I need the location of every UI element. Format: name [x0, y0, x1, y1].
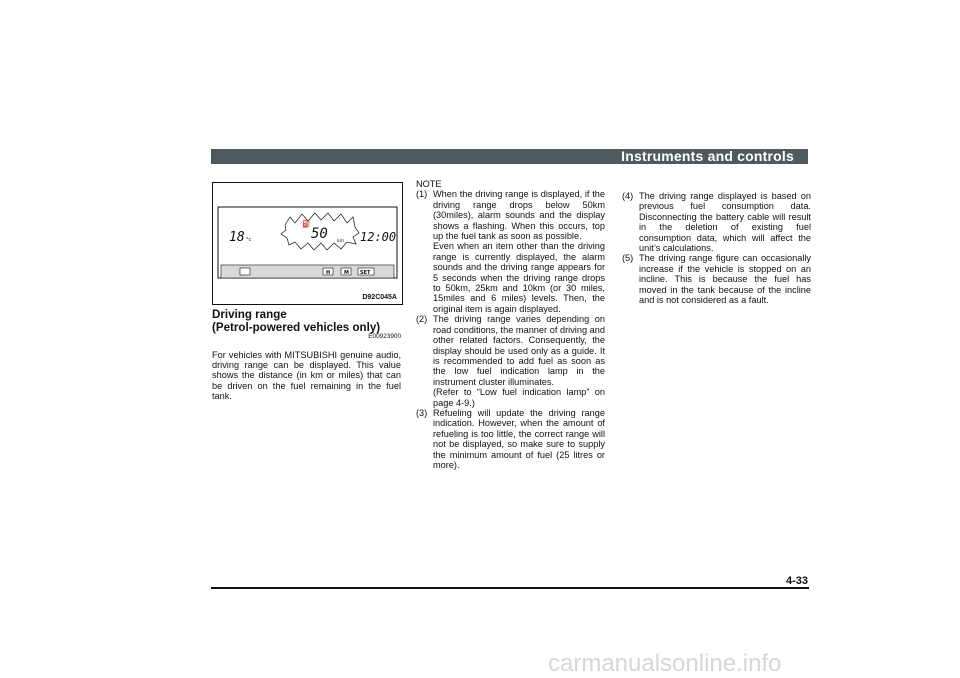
- note-number: (3): [416, 407, 428, 418]
- note-text: When the driving range is displayed, if the driving range drops below 50km (30miles), alarm sounds and the display shows a flashing. When this occurs, top up the fuel tank as soon as possible.: [433, 189, 605, 242]
- note-text: Refueling will update the driving range indication. However, when the amount of refueling is too little, the correct range will not be displayed, so make sure to supply the minimum amount of fuel (25 litres or more).: [433, 407, 605, 470]
- note-number: (4): [622, 191, 634, 201]
- clock-value: 12:00: [360, 230, 397, 244]
- column-right: [622, 191, 811, 305]
- range-value: 50: [311, 226, 328, 242]
- note-item: [416, 189, 605, 314]
- temp-value: 18: [229, 230, 245, 245]
- note-text-continued: Even when an item other than the driving range is currently displayed, the alarm sounds and the driving range appears for 5 seconds when the driving range drops to 50km, 25km and 10km (or 30 miles, 15miles and 6 miles) levels. Then, the original item is again displayed.: [433, 241, 605, 314]
- note-text: The driving range figure can occasionally increase if the vehicle is stopped on an incline. This is because the fuel has moved in the tank because of the incline and is not considered as a fault.: [639, 253, 811, 306]
- section-heading-line1: Driving range: [212, 308, 287, 321]
- section-header-bar: [211, 149, 808, 164]
- note-label: NOTE: [416, 179, 442, 189]
- temp-unit: °c: [246, 237, 252, 243]
- footer-rule: [211, 587, 809, 589]
- watermark: carmanualsonline.info: [548, 650, 782, 677]
- section-title: Instruments and controls: [621, 148, 794, 164]
- section-heading-line2: (Petrol-powered vehicles only): [212, 320, 381, 334]
- blank-button: [240, 268, 250, 275]
- display-illustration: [212, 182, 403, 305]
- note-number: (2): [416, 314, 428, 325]
- note-number: (5): [622, 253, 634, 264]
- figure-code: D92C045A: [362, 294, 397, 301]
- note-item: [416, 314, 605, 408]
- note-item: [622, 253, 811, 305]
- note-number: (1): [416, 189, 428, 200]
- range-unit: km: [337, 239, 344, 244]
- page-number: 4-33: [785, 575, 808, 587]
- h-button: H: [326, 270, 331, 276]
- note-text-continued: (Refer to “Low fuel indication lamp” on page 4-9.): [433, 387, 605, 408]
- multi-display-diagram: [213, 183, 402, 304]
- section-code: E00923900: [368, 332, 401, 340]
- note-item: [416, 408, 605, 470]
- column-middle: [416, 179, 605, 470]
- section-body: For vehicles with MITSUBISHI genuine audio, driving range can be displayed. This value shows the distance (in km or miles) that can be driven on the fuel remaining in the fuel tank.: [212, 349, 401, 402]
- fuel-pump-icon: ⛽: [302, 220, 311, 228]
- column-left: [212, 309, 401, 402]
- note-text: The driving range varies depending on road conditions, the manner of driving and other related factors. Consequently, the display should be used only as a guide. It is recommended to add fuel as soon as the low fuel indication lamp in the instrument cluster illuminates.: [433, 314, 605, 387]
- note-text: The driving range displayed is based on previous fuel consumption data. Disconnecting the battery cable will result in the deletion of existing fuel consumption data, which will affect the unit’s calculations.: [639, 191, 811, 254]
- m-button: M: [344, 270, 349, 276]
- note-item: [622, 191, 811, 253]
- set-button: SET: [360, 270, 371, 276]
